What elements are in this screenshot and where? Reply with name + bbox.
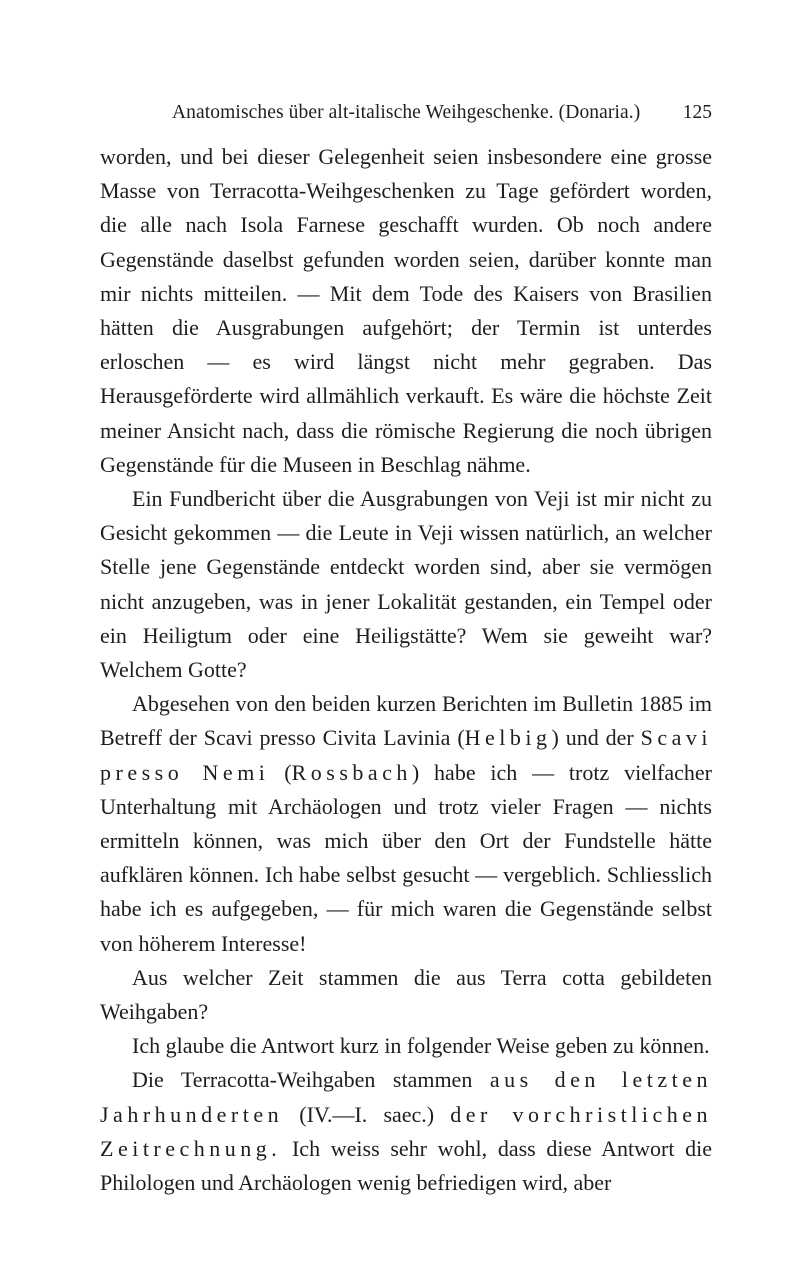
book-page xyxy=(100,98,712,1200)
emphasis-era: der vorchristlichen Zeitrechnung. xyxy=(100,1101,712,1161)
scavi-presso-nemi: Scavi presso Nemi xyxy=(100,725,712,785)
body-text xyxy=(100,140,712,1200)
paragraph-6 xyxy=(100,1063,712,1200)
paragraph-6-text: Die Terracotta-Weihgaben stammen xyxy=(132,1067,490,1093)
paragraph-5: Ich glaube die Antwort kurz in folgender Weise geben zu können. xyxy=(132,1033,710,1059)
paragraph-1: worden, und bei dieser Gelegenheit seien insbesondere eine grosse Masse von Terracotta-Weihgeschenken zu Tage gefördert worden, die alle nach Isola Farnese geschafft wurden. Ob noch andere Gegenstände daselbst gefunden worden seien, darüber konnte man mir nichts mitteilen. — Mit dem Tode des Kaisers von Brasilien hätten die Ausgrabungen aufgehört; der Termin ist unterdes erloschen — es wird längst nicht mehr gegraben. Das Herausgeförderte wird allmählich verkauft. Es wäre die höchste Zeit meiner Ansicht nach, dass die römische Regierung die noch übrigen Gegenstände für die Museen in Beschlag nähme. xyxy=(100,144,712,477)
paragraph-3-text: ) habe ich — trotz vielfacher Unterhaltung mit Archäologen und trotz vieler Fragen — nichts ermitteln können, was mich über den Ort der Fundstelle hätte aufklären können. Ich habe selbst gesucht — vergeblich. Schliesslich habe ich es aufgegeben, — für mich waren die Gegenstände selbst von höherem Interesse! xyxy=(100,759,713,956)
paragraph-3-text: Abgesehen von den beiden kurzen Berichten im Bulletin 1885 im Betreff der Scavi presso Civita Lavinia ( xyxy=(100,691,712,751)
paragraph-2: Ein Fundbericht über die Ausgrabungen von Veji ist mir nicht zu Gesicht gekommen — die Leute in Veji wissen natürlich, an welcher Stelle jene Gegenstände entdeckt worden sind, aber sie vermögen nicht anzugeben, was in jener Lokalität gestanden, ein Tempel oder ein Heiligtum oder eine Heiligstätte? Wem sie geweiht war? Welchem Gotte? xyxy=(100,486,712,683)
emphasis-centuries: aus den letzten Jahrhunderten xyxy=(100,1067,712,1127)
running-title: Anatomisches über alt-italische Weihgeschenke. (Donaria.) xyxy=(172,102,641,123)
author-rossbach: Rossbach xyxy=(291,759,412,785)
author-helbig: Helbig xyxy=(464,725,552,751)
page-number: 125 xyxy=(682,102,712,123)
paragraph-6-text: (IV.—I. saec.) xyxy=(283,1101,451,1127)
paragraph-3 xyxy=(100,687,712,961)
paragraph-6-text: Ich weiss sehr wohl, dass diese Antwort die Philologen und Archäologen wenig befriedigen wird, aber xyxy=(100,1135,712,1196)
paragraph-3-text: ( xyxy=(269,759,292,785)
paragraph-4: Aus welcher Zeit stammen die aus Terra cotta gebildeten Weihgaben? xyxy=(100,964,712,1025)
paragraph-3-text: ) und der xyxy=(551,725,641,751)
running-header xyxy=(100,98,712,128)
